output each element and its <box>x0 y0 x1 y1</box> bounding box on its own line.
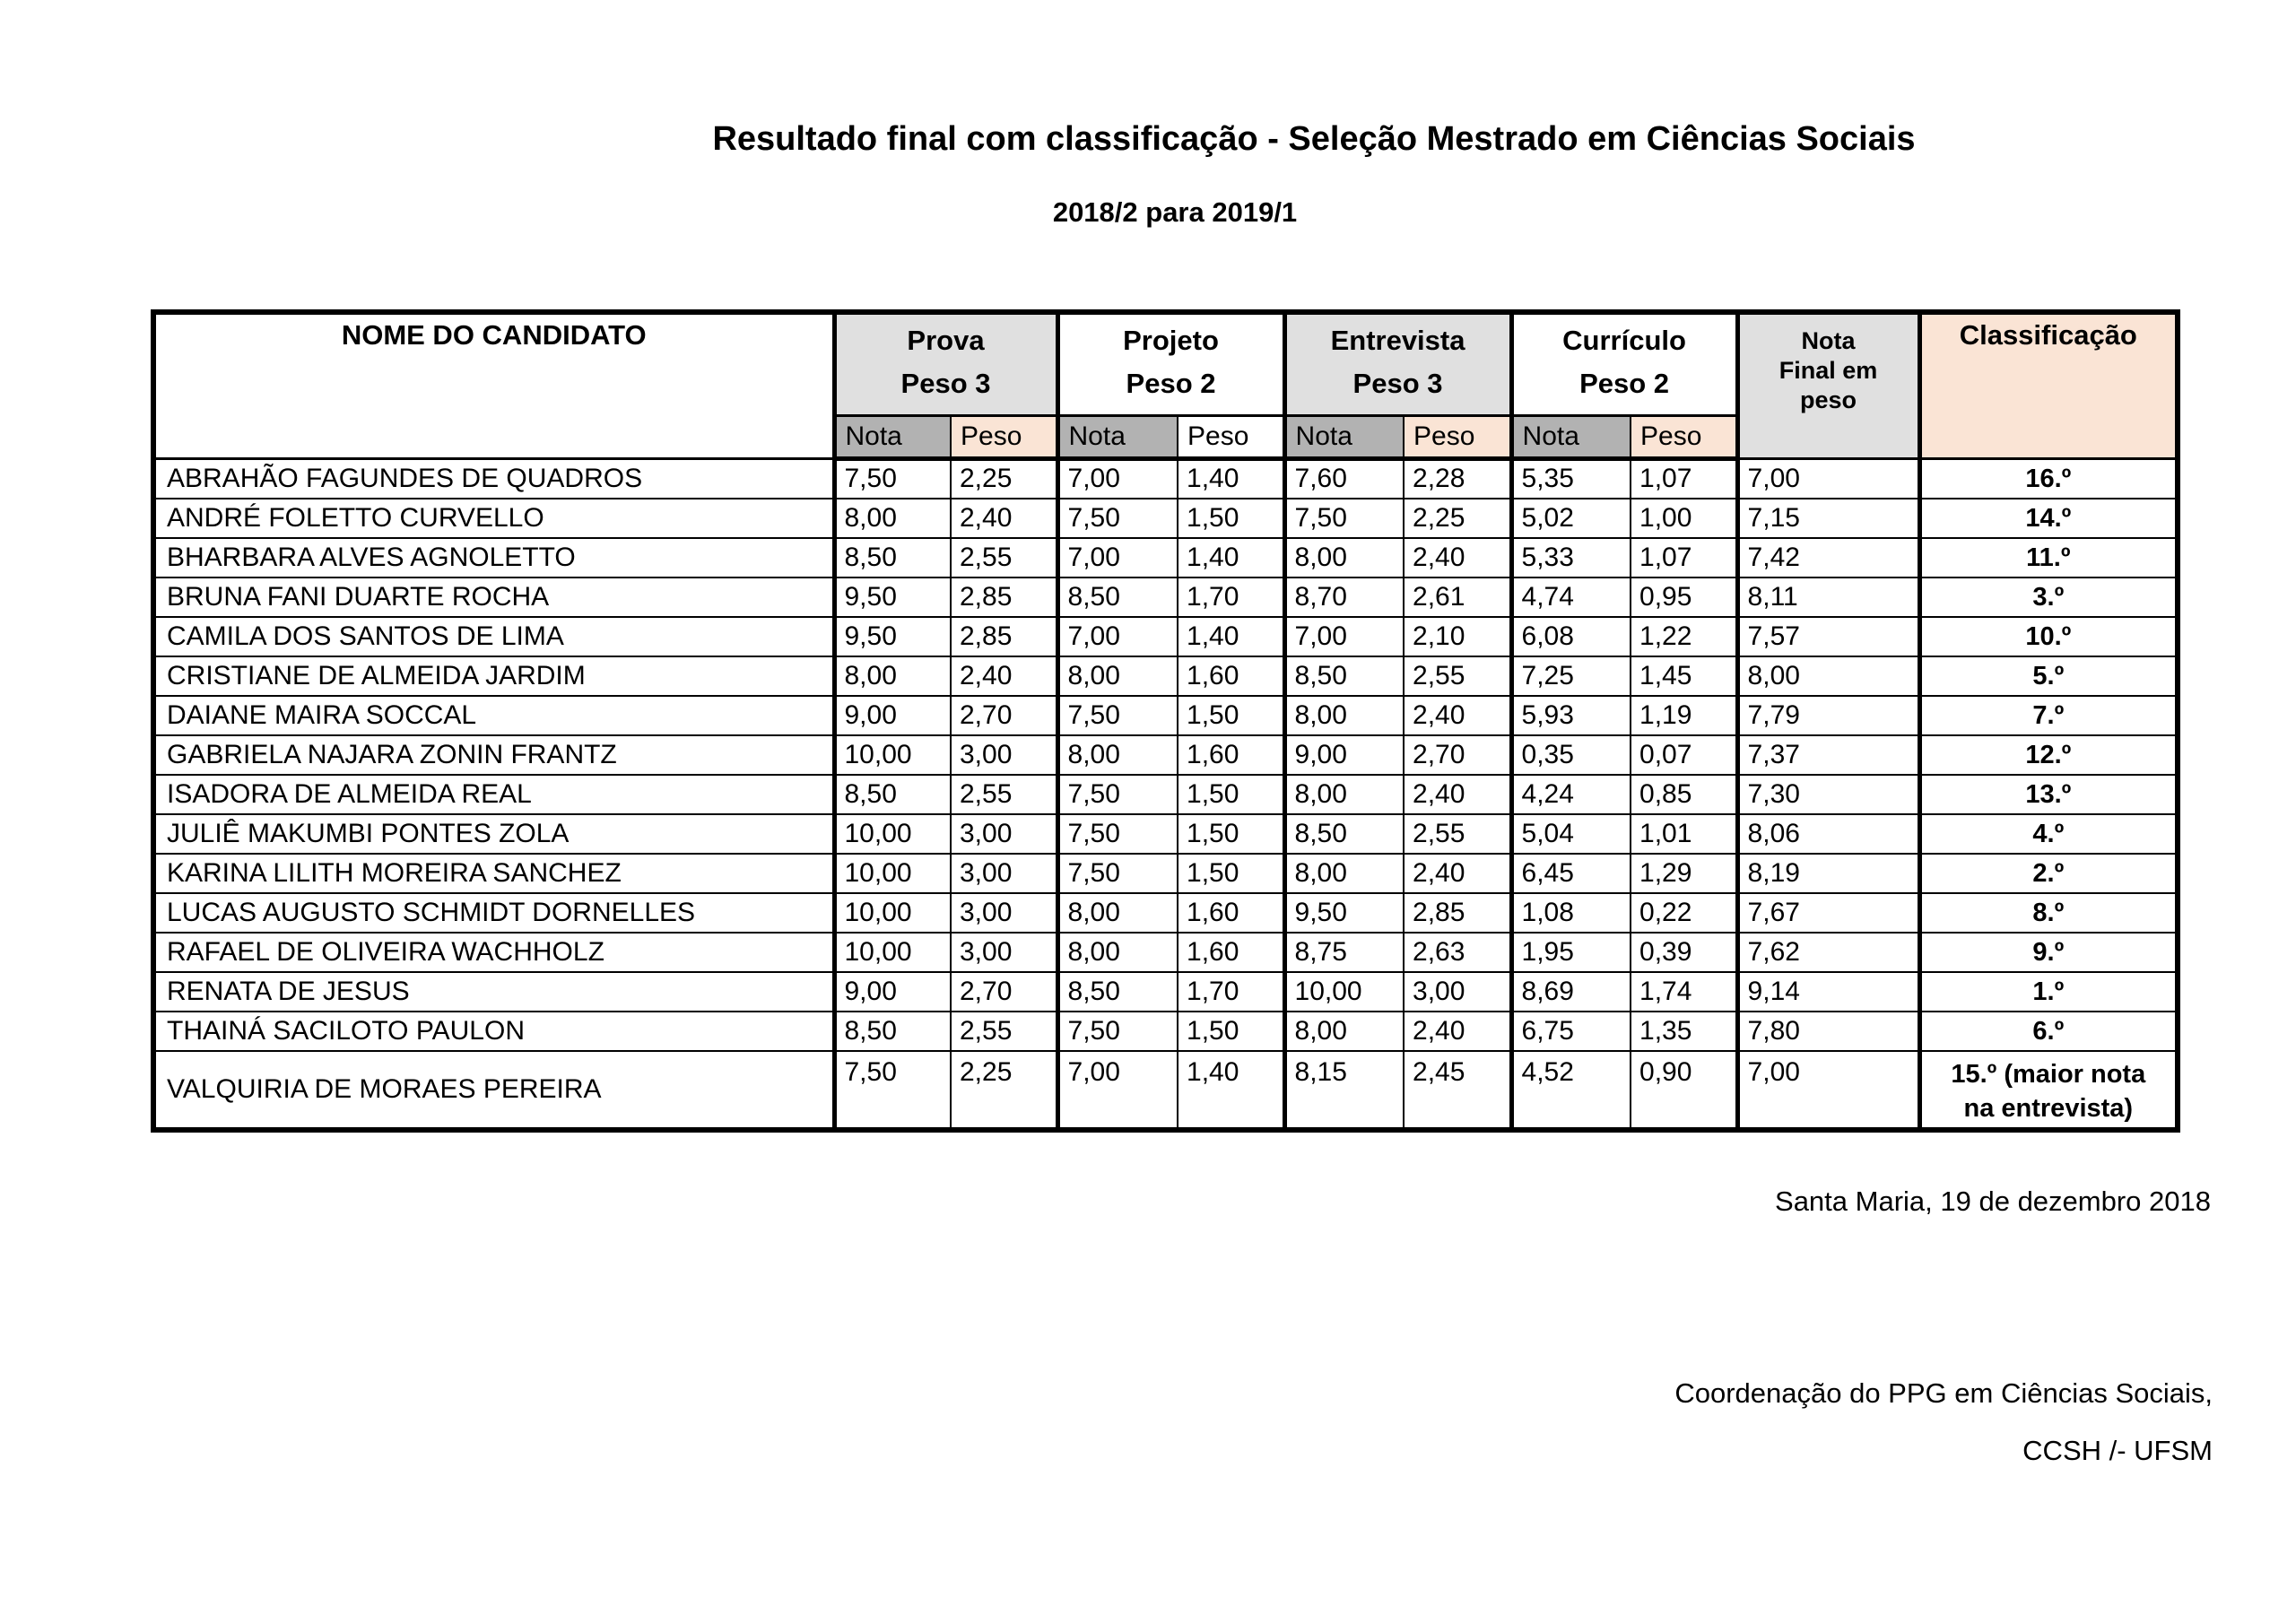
nota-final: 7,15 <box>1737 499 1919 538</box>
curriculo-nota: 4,52 <box>1511 1051 1631 1130</box>
prova-nota: 8,50 <box>834 775 951 814</box>
projeto-peso: 1,50 <box>1178 775 1284 814</box>
classificacao: 13.º <box>1919 775 2178 814</box>
entrevista-nota: 8,00 <box>1284 1012 1404 1051</box>
curriculo-peso: 1,00 <box>1631 499 1737 538</box>
column-header-nota-final <box>1737 312 1919 459</box>
nota-final: 7,79 <box>1737 696 1919 735</box>
prova-peso: 2,55 <box>951 775 1057 814</box>
curriculo-nota: 1,95 <box>1511 933 1631 972</box>
curriculo-peso: 1,19 <box>1631 696 1737 735</box>
classificacao: 8.º <box>1919 893 2178 933</box>
results-table <box>151 309 2180 1133</box>
candidate-name: VALQUIRIA DE MORAES PEREIRA <box>153 1051 834 1130</box>
curriculo-nota: 0,35 <box>1511 735 1631 775</box>
table-row <box>153 854 2178 893</box>
group-header-curriculo <box>1511 312 1737 416</box>
group-header-entrevista <box>1284 312 1511 416</box>
group-weight: Peso 2 <box>1126 368 1216 399</box>
projeto-peso: 1,40 <box>1178 459 1284 499</box>
projeto-nota: 7,50 <box>1057 854 1178 893</box>
curriculo-nota: 1,08 <box>1511 893 1631 933</box>
curriculo-nota: 5,04 <box>1511 814 1631 854</box>
table-row <box>153 735 2178 775</box>
entrevista-nota: 8,00 <box>1284 775 1404 814</box>
candidate-name: GABRIELA NAJARA ZONIN FRANTZ <box>153 735 834 775</box>
nota-final: 7,30 <box>1737 775 1919 814</box>
candidate-name: RAFAEL DE OLIVEIRA WACHHOLZ <box>153 933 834 972</box>
classificacao: 15.º (maior nota na entrevista) <box>1919 1051 2178 1130</box>
candidate-name: ANDRÉ FOLETTO CURVELLO <box>153 499 834 538</box>
prova-peso: 2,85 <box>951 578 1057 617</box>
classificacao: 3.º <box>1919 578 2178 617</box>
group-weight: Peso 2 <box>1579 368 1670 399</box>
nota-final: 8,11 <box>1737 578 1919 617</box>
projeto-peso: 1,40 <box>1178 538 1284 578</box>
table-row <box>153 893 2178 933</box>
group-weight: Peso 3 <box>1352 368 1443 399</box>
entrevista-nota: 8,50 <box>1284 656 1404 696</box>
entrevista-nota: 7,60 <box>1284 459 1404 499</box>
entrevista-nota: 8,50 <box>1284 814 1404 854</box>
classificacao: 4.º <box>1919 814 2178 854</box>
group-label: Prova <box>907 325 985 356</box>
table-row <box>153 499 2178 538</box>
projeto-nota: 7,50 <box>1057 814 1178 854</box>
entrevista-peso: 2,55 <box>1404 656 1511 696</box>
prova-peso: 2,55 <box>951 538 1057 578</box>
entrevista-peso: 2,40 <box>1404 775 1511 814</box>
entrevista-peso: 2,70 <box>1404 735 1511 775</box>
group-header-projeto <box>1057 312 1284 416</box>
classificacao: 1.º <box>1919 972 2178 1012</box>
group-label: Currículo <box>1562 325 1686 356</box>
classificacao: 5.º <box>1919 656 2178 696</box>
entrevista-nota: 9,00 <box>1284 735 1404 775</box>
prova-nota: 8,00 <box>834 499 951 538</box>
prova-peso: 2,40 <box>951 656 1057 696</box>
curriculo-peso: 1,07 <box>1631 459 1737 499</box>
entrevista-peso: 2,40 <box>1404 538 1511 578</box>
curriculo-nota: 7,25 <box>1511 656 1631 696</box>
entrevista-peso: 2,45 <box>1404 1051 1511 1130</box>
table-row <box>153 578 2178 617</box>
projeto-peso: 1,40 <box>1178 1051 1284 1130</box>
table-row <box>153 933 2178 972</box>
nota-final: 7,57 <box>1737 617 1919 656</box>
table-row <box>153 1051 2178 1130</box>
projeto-peso: 1,50 <box>1178 1012 1284 1051</box>
classificacao: 9.º <box>1919 933 2178 972</box>
projeto-nota: 7,50 <box>1057 499 1178 538</box>
projeto-peso: 1,40 <box>1178 617 1284 656</box>
classificacao: 16.º <box>1919 459 2178 499</box>
candidate-name: RENATA DE JESUS <box>153 972 834 1012</box>
projeto-peso: 1,50 <box>1178 814 1284 854</box>
table-row <box>153 617 2178 656</box>
table-row <box>153 1012 2178 1051</box>
group-weight: Peso 3 <box>900 368 991 399</box>
nota-final: 8,19 <box>1737 854 1919 893</box>
projeto-nota: 8,00 <box>1057 893 1178 933</box>
prova-peso: 2,55 <box>951 1012 1057 1051</box>
entrevista-nota: 8,70 <box>1284 578 1404 617</box>
nota-final: 8,06 <box>1737 814 1919 854</box>
subheader-entrevista-nota: Nota <box>1284 416 1404 459</box>
projeto-nota: 7,50 <box>1057 696 1178 735</box>
signature-block <box>1674 1365 2213 1480</box>
prova-peso: 2,25 <box>951 1051 1057 1130</box>
entrevista-peso: 2,28 <box>1404 459 1511 499</box>
prova-nota: 10,00 <box>834 735 951 775</box>
classificacao: 2.º <box>1919 854 2178 893</box>
prova-nota: 8,00 <box>834 656 951 696</box>
entrevista-peso: 2,63 <box>1404 933 1511 972</box>
curriculo-peso: 1,22 <box>1631 617 1737 656</box>
prova-nota: 10,00 <box>834 933 951 972</box>
subheader-curriculo-peso: Peso <box>1631 416 1737 459</box>
curriculo-nota: 6,75 <box>1511 1012 1631 1051</box>
nota-final: 7,62 <box>1737 933 1919 972</box>
projeto-nota: 7,50 <box>1057 1012 1178 1051</box>
nota-final: 8,00 <box>1737 656 1919 696</box>
curriculo-peso: 0,85 <box>1631 775 1737 814</box>
candidate-name: ABRAHÃO FAGUNDES DE QUADROS <box>153 459 834 499</box>
table-row <box>153 775 2178 814</box>
nota-final: 7,67 <box>1737 893 1919 933</box>
prova-peso: 3,00 <box>951 893 1057 933</box>
subheader-projeto-nota: Nota <box>1057 416 1178 459</box>
entrevista-nota: 8,15 <box>1284 1051 1404 1130</box>
table-row <box>153 696 2178 735</box>
projeto-nota: 8,00 <box>1057 735 1178 775</box>
projeto-nota: 8,00 <box>1057 933 1178 972</box>
candidate-name: ISADORA DE ALMEIDA REAL <box>153 775 834 814</box>
subheader-prova-nota: Nota <box>834 416 951 459</box>
candidate-name: DAIANE MAIRA SOCCAL <box>153 696 834 735</box>
projeto-peso: 1,50 <box>1178 696 1284 735</box>
prova-peso: 3,00 <box>951 735 1057 775</box>
projeto-peso: 1,60 <box>1178 656 1284 696</box>
projeto-peso: 1,50 <box>1178 499 1284 538</box>
projeto-nota: 8,00 <box>1057 656 1178 696</box>
table-row <box>153 656 2178 696</box>
candidate-name: BRUNA FANI DUARTE ROCHA <box>153 578 834 617</box>
prova-nota: 10,00 <box>834 854 951 893</box>
org-line-1: Coordenação do PPG em Ciências Sociais, <box>1674 1377 2213 1409</box>
table-row <box>153 814 2178 854</box>
entrevista-peso: 2,85 <box>1404 893 1511 933</box>
prova-peso: 3,00 <box>951 814 1057 854</box>
curriculo-nota: 5,02 <box>1511 499 1631 538</box>
curriculo-peso: 1,07 <box>1631 538 1737 578</box>
classificacao: 14.º <box>1919 499 2178 538</box>
projeto-nota: 7,00 <box>1057 617 1178 656</box>
projeto-nota: 8,50 <box>1057 972 1178 1012</box>
prova-peso: 3,00 <box>951 933 1057 972</box>
projeto-nota: 7,00 <box>1057 1051 1178 1130</box>
projeto-nota: 7,00 <box>1057 538 1178 578</box>
entrevista-peso: 2,61 <box>1404 578 1511 617</box>
entrevista-peso: 2,25 <box>1404 499 1511 538</box>
prova-peso: 2,25 <box>951 459 1057 499</box>
column-header-candidate-name: NOME DO CANDIDATO <box>153 312 834 459</box>
classificacao: 10.º <box>1919 617 2178 656</box>
entrevista-nota: 7,00 <box>1284 617 1404 656</box>
group-label: Projeto <box>1123 325 1219 356</box>
prova-nota: 10,00 <box>834 814 951 854</box>
curriculo-nota: 4,74 <box>1511 578 1631 617</box>
prova-nota: 8,50 <box>834 1012 951 1051</box>
prova-nota: 7,50 <box>834 1051 951 1130</box>
prova-peso: 3,00 <box>951 854 1057 893</box>
entrevista-peso: 3,00 <box>1404 972 1511 1012</box>
page-title: Resultado final com classificação - Seleção Mestrado em Ciências Sociais <box>712 120 1916 158</box>
prova-peso: 2,70 <box>951 696 1057 735</box>
curriculo-peso: 0,90 <box>1631 1051 1737 1130</box>
nota-final: 7,37 <box>1737 735 1919 775</box>
subheader-curriculo-nota: Nota <box>1511 416 1631 459</box>
entrevista-peso: 2,55 <box>1404 814 1511 854</box>
nota-final: 7,00 <box>1737 1051 1919 1130</box>
subheader-entrevista-peso: Peso <box>1404 416 1511 459</box>
subheader-projeto-peso: Peso <box>1178 416 1284 459</box>
nota-final-label: Nota Final em peso <box>1779 327 1878 413</box>
curriculo-nota: 6,45 <box>1511 854 1631 893</box>
classificacao: 11.º <box>1919 538 2178 578</box>
candidate-name: CAMILA DOS SANTOS DE LIMA <box>153 617 834 656</box>
prova-peso: 2,70 <box>951 972 1057 1012</box>
projeto-nota: 8,50 <box>1057 578 1178 617</box>
classificacao: 12.º <box>1919 735 2178 775</box>
entrevista-nota: 8,00 <box>1284 696 1404 735</box>
curriculo-nota: 8,69 <box>1511 972 1631 1012</box>
curriculo-nota: 6,08 <box>1511 617 1631 656</box>
projeto-peso: 1,60 <box>1178 735 1284 775</box>
prova-nota: 9,50 <box>834 578 951 617</box>
entrevista-nota: 9,50 <box>1284 893 1404 933</box>
curriculo-peso: 1,45 <box>1631 656 1737 696</box>
column-header-classificacao: Classificação <box>1919 312 2178 459</box>
curriculo-peso: 0,22 <box>1631 893 1737 933</box>
entrevista-peso: 2,40 <box>1404 696 1511 735</box>
projeto-nota: 7,00 <box>1057 459 1178 499</box>
projeto-peso: 1,60 <box>1178 893 1284 933</box>
prova-nota: 10,00 <box>834 893 951 933</box>
candidate-name: JULIÊ MAKUMBI PONTES ZOLA <box>153 814 834 854</box>
curriculo-peso: 0,95 <box>1631 578 1737 617</box>
table-row <box>153 459 2178 499</box>
entrevista-nota: 8,75 <box>1284 933 1404 972</box>
entrevista-peso: 2,40 <box>1404 1012 1511 1051</box>
prova-nota: 9,00 <box>834 696 951 735</box>
projeto-nota: 7,50 <box>1057 775 1178 814</box>
curriculo-nota: 5,35 <box>1511 459 1631 499</box>
curriculo-peso: 0,39 <box>1631 933 1737 972</box>
curriculo-peso: 1,35 <box>1631 1012 1737 1051</box>
curriculo-peso: 1,29 <box>1631 854 1737 893</box>
curriculo-peso: 0,07 <box>1631 735 1737 775</box>
nota-final: 9,14 <box>1737 972 1919 1012</box>
candidate-name: KARINA LILITH MOREIRA SANCHEZ <box>153 854 834 893</box>
entrevista-peso: 2,40 <box>1404 854 1511 893</box>
classificacao: 7.º <box>1919 696 2178 735</box>
group-label: Entrevista <box>1330 325 1465 356</box>
entrevista-peso: 2,10 <box>1404 617 1511 656</box>
entrevista-nota: 8,00 <box>1284 854 1404 893</box>
prova-peso: 2,40 <box>951 499 1057 538</box>
prova-nota: 9,50 <box>834 617 951 656</box>
prova-nota: 8,50 <box>834 538 951 578</box>
results-tbody <box>153 459 2178 1130</box>
table-row <box>153 972 2178 1012</box>
curriculo-nota: 4,24 <box>1511 775 1631 814</box>
nota-final: 7,80 <box>1737 1012 1919 1051</box>
curriculo-nota: 5,93 <box>1511 696 1631 735</box>
nota-final: 7,00 <box>1737 459 1919 499</box>
prova-peso: 2,85 <box>951 617 1057 656</box>
group-header-prova <box>834 312 1057 416</box>
curriculo-peso: 1,74 <box>1631 972 1737 1012</box>
projeto-peso: 1,70 <box>1178 578 1284 617</box>
projeto-peso: 1,60 <box>1178 933 1284 972</box>
candidate-name: LUCAS AUGUSTO SCHMIDT DORNELLES <box>153 893 834 933</box>
candidate-name: BHARBARA ALVES AGNOLETTO <box>153 538 834 578</box>
prova-nota: 7,50 <box>834 459 951 499</box>
nota-final: 7,42 <box>1737 538 1919 578</box>
candidate-name: THAINÁ SACILOTO PAULON <box>153 1012 834 1051</box>
classificacao: 6.º <box>1919 1012 2178 1051</box>
table-row <box>153 538 2178 578</box>
curriculo-peso: 1,01 <box>1631 814 1737 854</box>
curriculo-nota: 5,33 <box>1511 538 1631 578</box>
page-subtitle: 2018/2 para 2019/1 <box>1052 196 1298 228</box>
subheader-prova-peso: Peso <box>951 416 1057 459</box>
projeto-peso: 1,70 <box>1178 972 1284 1012</box>
candidate-name: CRISTIANE DE ALMEIDA JARDIM <box>153 656 834 696</box>
entrevista-nota: 7,50 <box>1284 499 1404 538</box>
entrevista-nota: 8,00 <box>1284 538 1404 578</box>
entrevista-nota: 10,00 <box>1284 972 1404 1012</box>
projeto-peso: 1,50 <box>1178 854 1284 893</box>
date-line: Santa Maria, 19 de dezembro 2018 <box>1775 1185 2211 1217</box>
prova-nota: 9,00 <box>834 972 951 1012</box>
org-line-2: CCSH /- UFSM <box>2022 1435 2213 1466</box>
